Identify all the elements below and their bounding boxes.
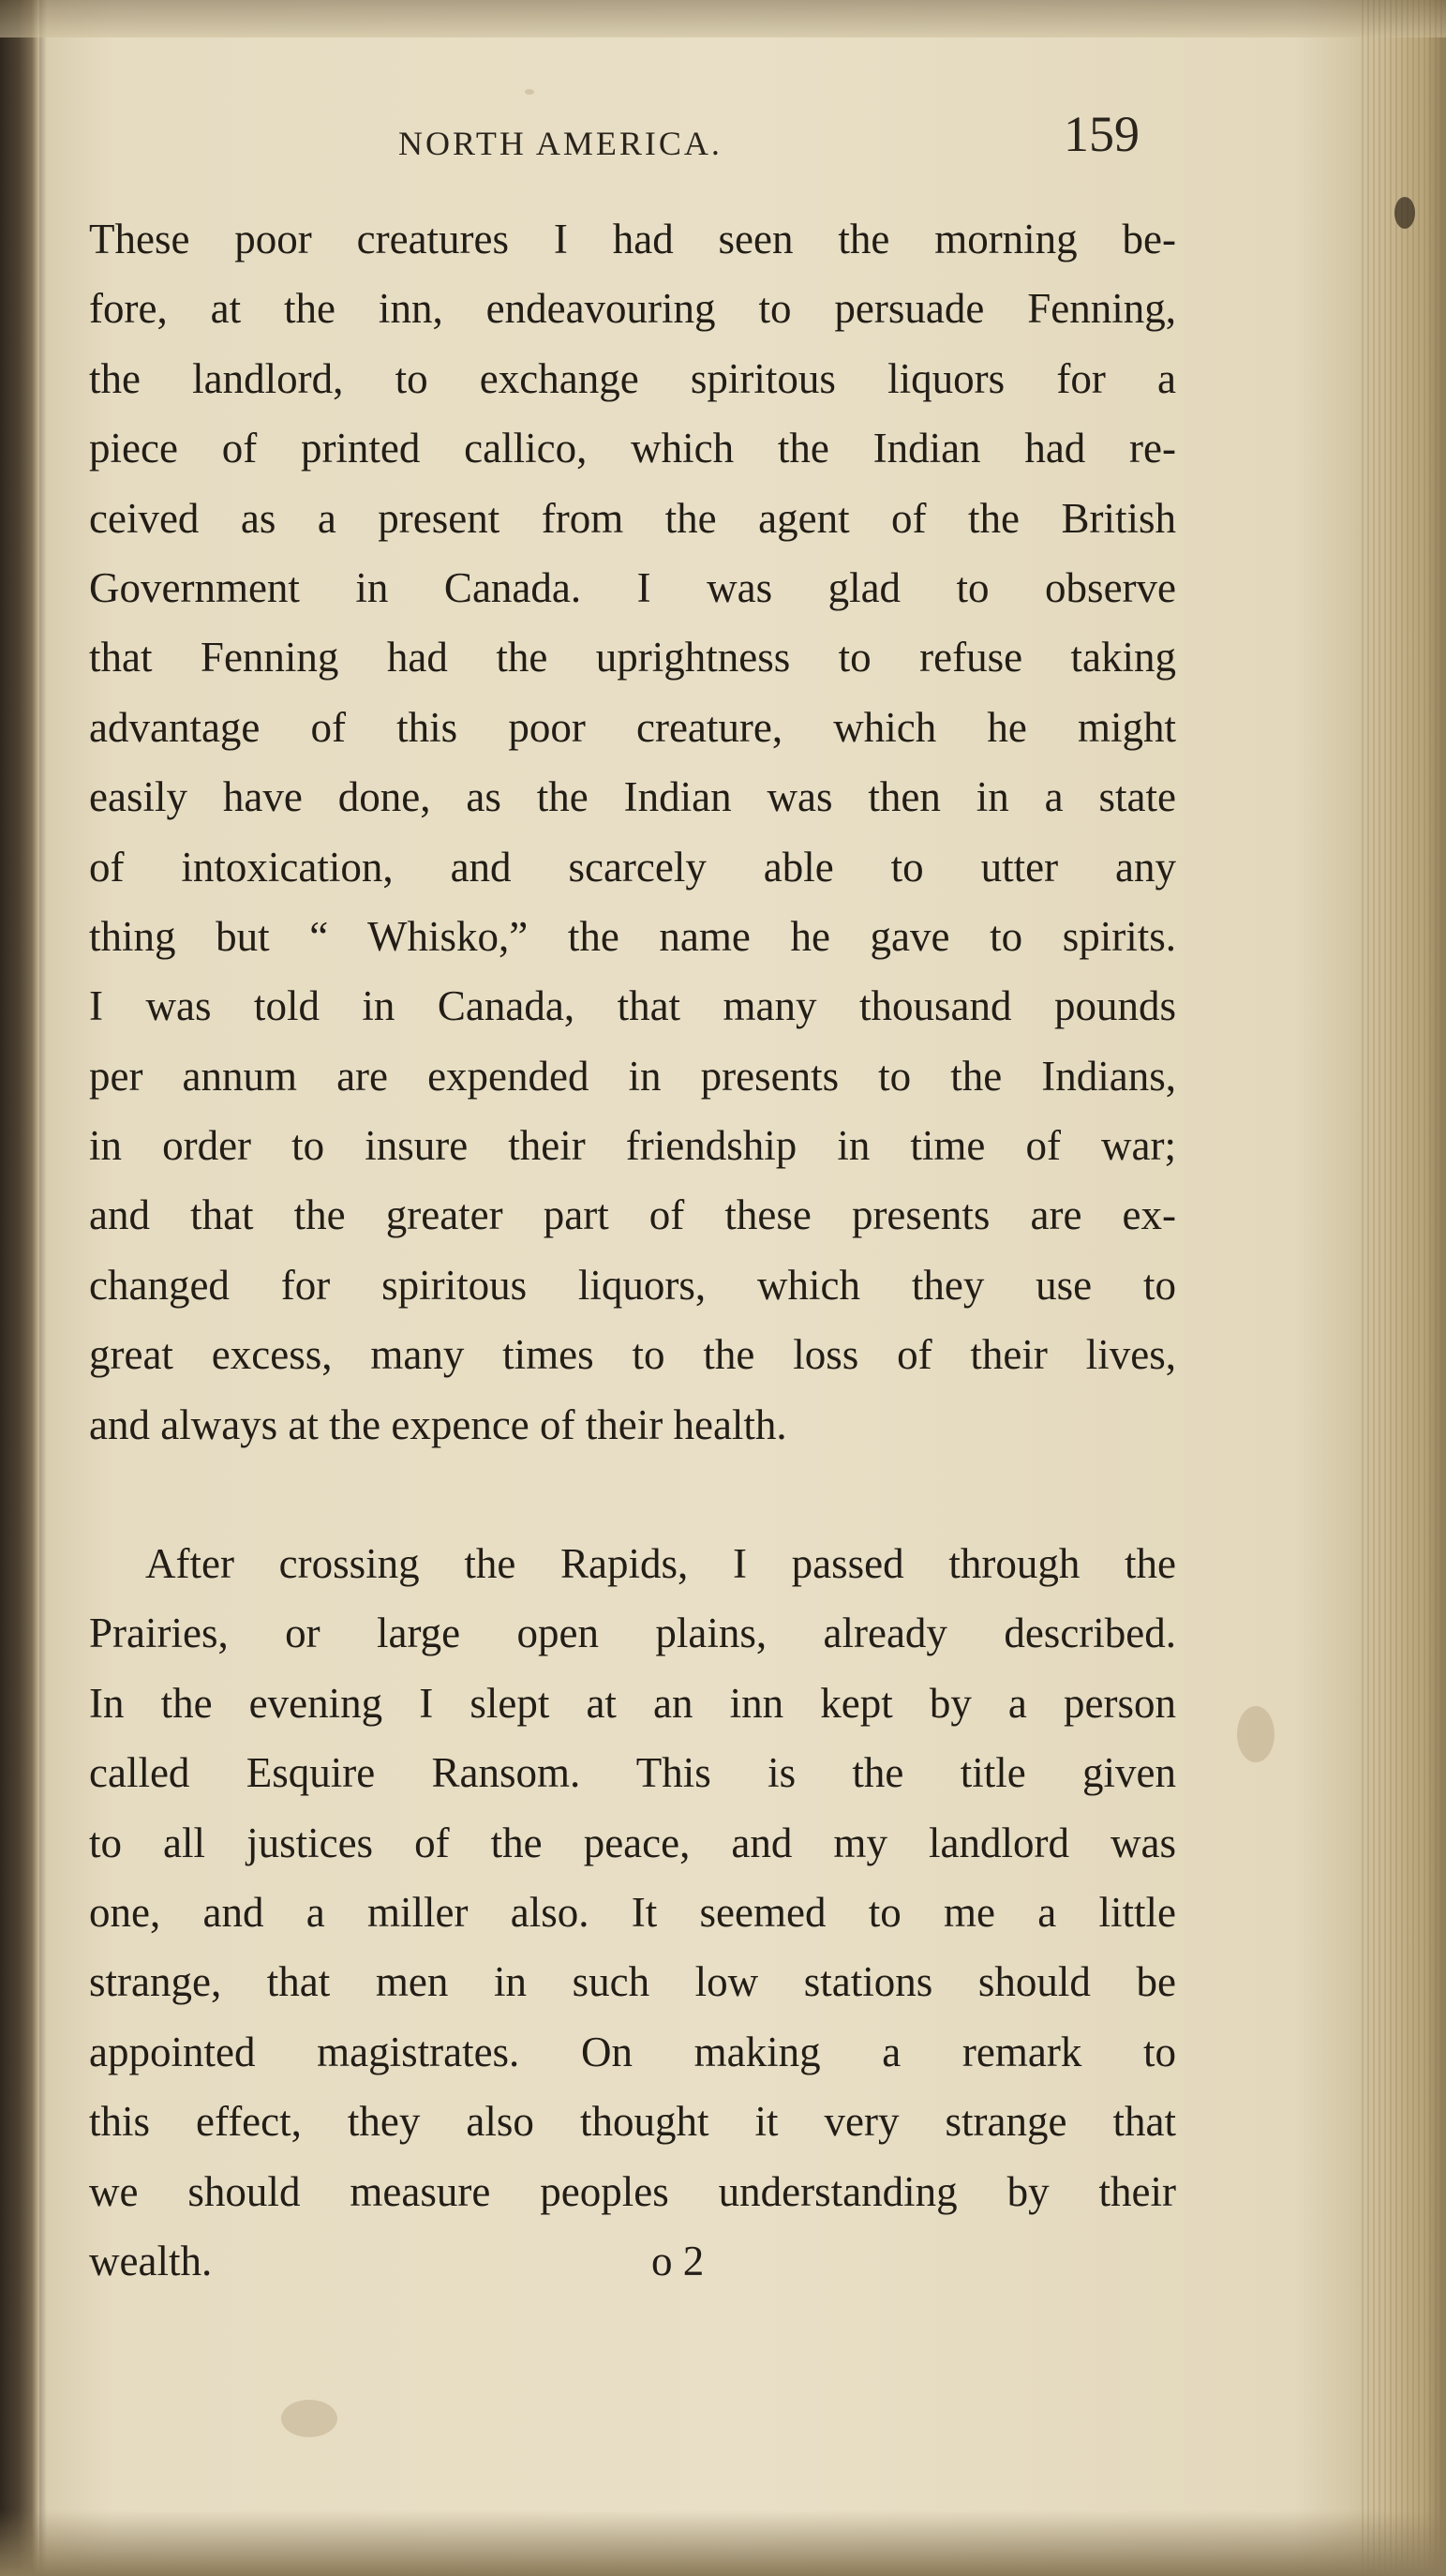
text-line: In the evening I slept at an inn kept by a person (89, 1679, 1176, 1727)
text-line: one, and a miller also. It seemed to me a little (89, 1888, 1176, 1936)
book-binding-edge (0, 0, 39, 2576)
paragraph-break (89, 1460, 1176, 1529)
paragraph (89, 204, 1176, 1460)
text-line: advantage of this poor creature, which he might (89, 703, 1176, 751)
text-line: that Fenning had the uprightness to refuse taking (89, 634, 1176, 681)
text-line: called Esquire Ransom. This is the title given (89, 1749, 1176, 1797)
body-text (89, 204, 1176, 2296)
paper-stain (525, 89, 534, 95)
text-line: ceived as a present from the agent of the British (89, 494, 1176, 542)
text-line: Government in Canada. I was glad to observe (89, 563, 1176, 611)
text-line: Prairies, or large open plains, already described. (89, 1610, 1176, 1657)
text-line: of intoxication, and scarcely able to utter any (89, 843, 1176, 891)
text-line: I was told in Canada, that many thousand pounds (89, 982, 1176, 1030)
text-line: wealth. (89, 2237, 213, 2284)
paper-stain (1237, 1706, 1275, 1762)
text-line: in order to insure their friendship in time of war; (89, 1122, 1176, 1170)
text-line: and that the greater part of these presents are ex- (89, 1191, 1176, 1239)
text-line: we should measure peoples understanding by their (89, 2167, 1176, 2215)
page-fore-edge (1362, 0, 1446, 2576)
text-line: easily have done, as the Indian was then in a state (89, 773, 1176, 821)
paragraph (89, 1529, 1176, 2296)
text-line: great excess, many times to the loss of their lives, (89, 1331, 1176, 1379)
text-line: this effect, they also thought it very strange that (89, 2098, 1176, 2146)
text-line: strange, that men in such low stations should be (89, 1958, 1176, 2006)
page-bottom-edge (0, 2510, 1446, 2576)
text-line: After crossing the Rapids, I passed through the (145, 1540, 1176, 1588)
text-line: appointed magistrates. On making a remark to (89, 2028, 1176, 2075)
text-line: the landlord, to exchange spiritous liquors for a (89, 354, 1176, 402)
text-line: fore, at the inn, endeavouring to persuade Fenning, (89, 285, 1176, 333)
paper-stain (1394, 197, 1415, 229)
text-line: thing but “ Whisko,” the name he gave to spirits. (89, 912, 1176, 960)
signature-mark: o 2 (651, 2237, 705, 2284)
paper-stain (281, 2400, 337, 2437)
running-title: NORTH AMERICA. (398, 125, 723, 162)
text-line: piece of printed callico, which the Indian had re- (89, 425, 1176, 472)
page-number: 159 (1064, 106, 1140, 162)
last-line-with-signature (89, 2226, 1176, 2296)
text-line: per annum are expended in presents to the Indians, (89, 1052, 1176, 1100)
text-line: changed for spiritous liquors, which they use to (89, 1261, 1176, 1309)
text-line: and always at the expence of their health. (89, 1400, 787, 1448)
page-top-edge (0, 0, 1446, 37)
text-line: These poor creatures I had seen the morning be- (89, 216, 1176, 262)
page-header (84, 105, 1171, 180)
text-line: to all justices of the peace, and my landlord was (89, 1819, 1176, 1866)
